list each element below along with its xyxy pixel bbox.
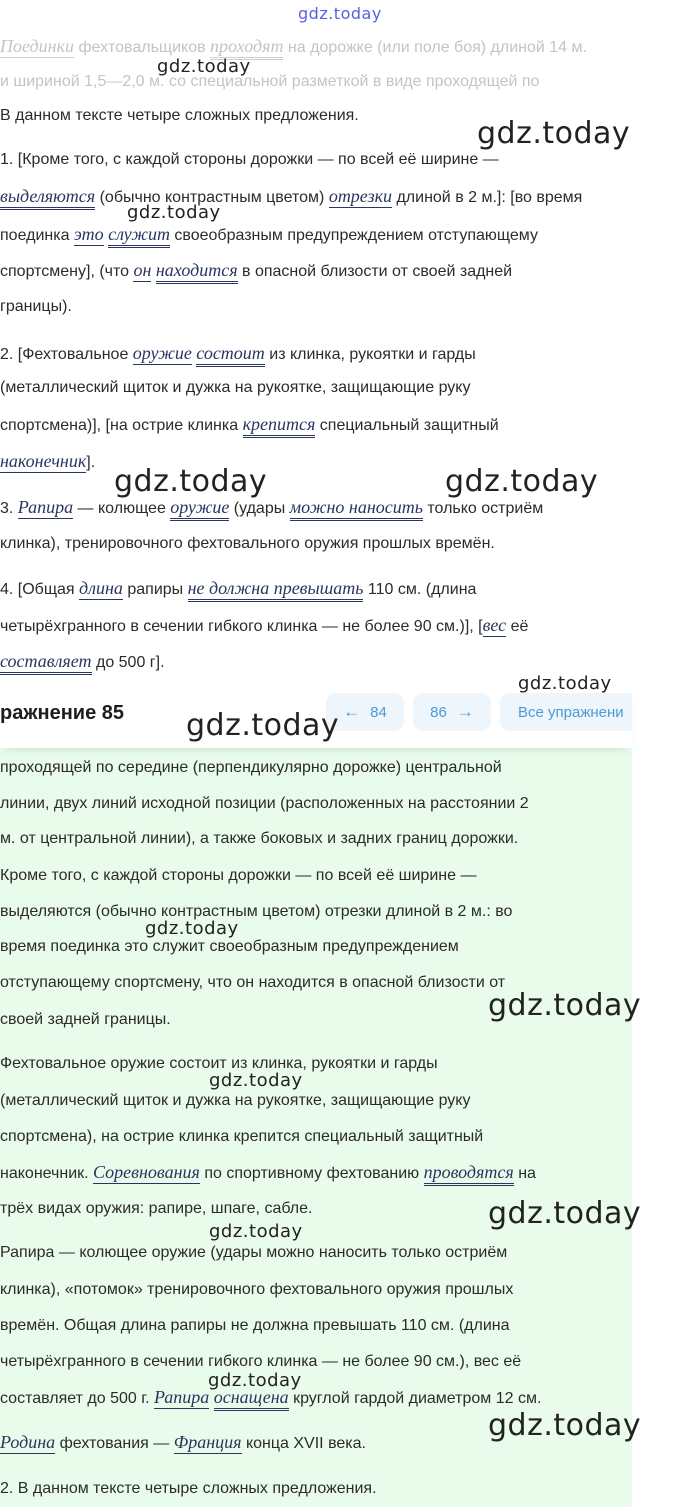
text-line-7: отступающему спортсмену, что он находится в опасной близости от <box>0 974 506 991</box>
watermark: gdz.today <box>518 673 612 694</box>
sentence-1-line-4: спортсмену], (что он находится в опасной близости от своей задней <box>0 260 512 282</box>
sentence-2-line-4: наконечник]. <box>0 451 96 471</box>
watermark: gdz.today <box>127 202 221 223</box>
sentence-2-line-1: 2. [Фехтовальное оружие состоит из клинка, рукоятки и гарды <box>0 343 476 365</box>
watermark: gdz.today <box>208 1370 302 1391</box>
arrow-right-icon: → <box>456 702 474 721</box>
arrow-left-icon: ← <box>343 702 361 721</box>
text-line-5: выделяются (обычно контрастным цветом) отрезки длиной в 2 м.: во <box>0 903 513 920</box>
watermark: gdz.today <box>157 56 251 77</box>
watermark: gdz.today <box>488 988 642 1023</box>
sentence-2-line-3: спортсмена)], [на острие клинка крепится специальный защитный <box>0 414 499 436</box>
watermark: gdz.today <box>114 464 268 499</box>
prev-exercise-label: 84 <box>370 703 387 721</box>
next-exercise-label: 86 <box>430 703 447 721</box>
exercise-title: ражнение 85 <box>0 702 125 724</box>
sentence-1-line-5: границы). <box>0 298 72 315</box>
watermark: gdz.today <box>145 918 239 939</box>
text-line-4: Кроме того, с каждой стороны дорожки — по всей её ширине — <box>0 867 477 884</box>
sentence-2-line-2: (металлический щиток и дужка на рукоятке, защищающие руку <box>0 379 471 396</box>
sentence-4-line-2: четырёхгранного в сечении гибкого клинка — не более 90 см.)], [вес её <box>0 615 529 635</box>
text-line-19: Родина фехтования — Франция конца XVII века. <box>0 1432 366 1452</box>
text-line-1: проходящей по середине (перпендикулярно дорожке) центральной <box>0 759 502 776</box>
faded-line-1: Поединки фехтовальщиков проходят на дорожке (или поле боя) длиной 14 м. <box>0 36 587 58</box>
text-line-6: время поединка это служит своеобразным предупреждением <box>0 938 459 955</box>
sentence-3-line-2: клинка), тренировочного фехтовального оружия прошлых времён. <box>0 535 495 552</box>
watermark: gdz.today <box>186 708 340 743</box>
sentence-1-line-2: выделяются (обычно контрастным цветом) отрезки длиной в 2 м.]: [во время <box>0 186 582 208</box>
watermark: gdz.today <box>477 116 631 151</box>
watermark: gdz.today <box>488 1408 642 1443</box>
sentence-1-line-1: 1. [Кроме того, с каждой стороны дорожки — по всей её ширине — <box>0 151 499 168</box>
watermark: gdz.today <box>209 1070 303 1091</box>
text-line-17: четырёхгранного в сечении гибкого клинка — не более 90 см.), вес её <box>0 1353 522 1370</box>
top-watermark: gdz.today <box>298 4 382 23</box>
text-line-18: составляет до 500 г. Рапира оснащена круглой гардой диаметром 12 см. <box>0 1387 541 1409</box>
text-line-11: спортсмена), на острие клинка крепится специальный защитный <box>0 1128 484 1145</box>
text-line-13: трёх видах оружия: рапире, шпаге, сабле. <box>0 1200 313 1217</box>
next-exercise-button[interactable] <box>413 693 491 731</box>
text-line-10: (металлический щиток и дужка на рукоятке, защищающие руку <box>0 1092 471 1109</box>
sentence-1-line-3: поединка это служит своеобразным предупреждением отступающему <box>0 224 538 246</box>
text-line-20: 2. В данном тексте четыре сложных предложения. <box>0 1480 377 1497</box>
text-line-9: Фехтовальное оружие состоит из клинка, рукоятки и гарды <box>0 1055 438 1072</box>
text-line-16: времён. Общая длина рапиры не должна превышать 110 см. (длина <box>0 1317 510 1334</box>
text-line-12: наконечник. Соревнования по спортивному фехтованию проводятся на <box>0 1162 536 1184</box>
text-line-2: линии, двух линий исходной позиции (расположенных на расстоянии 2 <box>0 795 529 812</box>
sentence-3-line-1: 3. Рапира — колющее оружие (удары можно наносить только остриём <box>0 497 543 519</box>
watermark: gdz.today <box>488 1196 642 1231</box>
watermark: gdz.today <box>209 1221 303 1242</box>
text-line-14: Рапира — колющее оружие (удары можно наносить только остриём <box>0 1244 508 1261</box>
answer-intro: В данном тексте четыре сложных предложения. <box>0 107 359 124</box>
all-exercises-label: Все упражнени <box>518 703 624 721</box>
sentence-4-line-1: 4. [Общая длина рапиры не должна превышать 110 см. (длина <box>0 578 476 600</box>
watermark: gdz.today <box>445 464 599 499</box>
text-line-15: клинка), «потомок» тренировочного фехтовального оружия прошлых <box>0 1281 514 1298</box>
text-line-8: своей задней границы. <box>0 1011 171 1028</box>
sentence-4-line-3: составляет до 500 г]. <box>0 651 165 673</box>
faded-line-2: и шириной 1,5—2,0 м. со специальной разметкой в виде проходящей по <box>0 73 540 90</box>
all-exercises-button[interactable] <box>500 693 632 731</box>
text-line-3: м. от центральной линии), а также боковых и задних границ дорожки. <box>0 830 519 847</box>
